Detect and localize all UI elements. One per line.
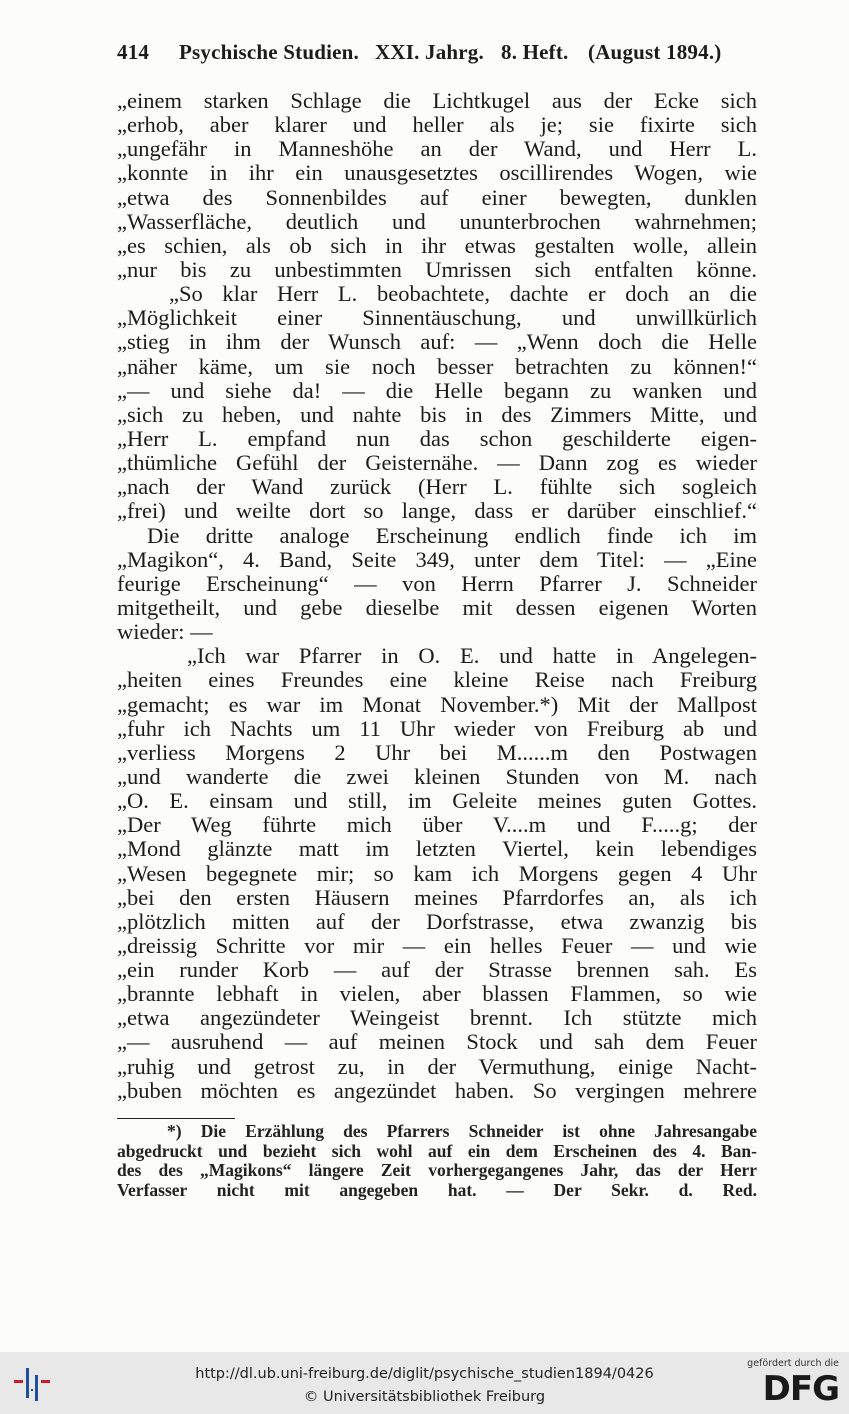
text-line: „— und siehe da! — die Helle begann zu wanken und xyxy=(117,378,757,403)
text-line: „brannte lebhaft in vielen, aber blassen Flammen, so wie xyxy=(117,982,757,1007)
text-line: „etwa angezündeter Weingeist brennt. Ich stützte mich xyxy=(117,1006,757,1031)
text-line: „verliess Morgens 2 Uhr bei M......m den Postwagen xyxy=(117,740,757,765)
dfg-caption: gefördert durch die xyxy=(747,1358,839,1369)
text-line: „frei) und weilte dort so lange, dass er darüber einschlief.“ xyxy=(117,499,757,524)
text-line: „fuhr ich Nachts um 11 Uhr wieder von Freiburg ab und xyxy=(117,716,757,741)
footnote-divider xyxy=(117,1118,235,1119)
text-line: „gemacht; es war im Monat November.*) Mit der Mallpost xyxy=(117,692,757,717)
text-line: „einem starken Schlage die Lichtkugel aus der Ecke sich xyxy=(117,89,757,113)
text-line: „stieg in ihm der Wunsch auf: — „Wenn doch die Helle xyxy=(117,330,757,355)
body-text xyxy=(117,89,757,1103)
running-header xyxy=(117,40,757,70)
text-line: „thümliche Gefühl der Geisternähe. — Dann zog es wieder xyxy=(117,451,757,476)
text-line: „So klar Herr L. beobachtete, dachte er doch an die xyxy=(169,282,757,307)
footnote-line: *) Die Erzählung des Pfarrers Schneider ist ohne Jahresangabe xyxy=(167,1122,757,1141)
text-line: „und wanderte die zwei kleinen Stunden von M. nach xyxy=(117,764,757,789)
text-line: „Ich war Pfarrer in O. E. und hatte in Angelegen- xyxy=(187,644,757,669)
text-line: „sich zu heben, und nahte bis in des Zimmers Mitte, und xyxy=(117,402,757,427)
dfg-logo: DFG xyxy=(762,1369,839,1409)
footnote xyxy=(117,1122,757,1200)
text-line: „buben möchten es angezündet haben. So vergingen mehrere xyxy=(117,1078,757,1103)
text-line: „Magikon“, 4. Band, Seite 349, unter dem Titel: — „Eine xyxy=(117,547,757,572)
footnote-line: abgedruckt und bezieht sich wohl auf ein dem Erscheinen des 4. Ban- xyxy=(117,1141,757,1161)
issue-number: 8. Heft. xyxy=(501,40,569,64)
text-line: Die dritte analoge Erscheinung endlich finde ich im xyxy=(147,523,757,548)
footnote-line: des des „Magikons“ längere Zeit vorhergegangenes Jahr, das der Herr xyxy=(117,1161,757,1180)
text-line: „näher käme, um sie noch besser betrachten zu können!“ xyxy=(117,354,757,379)
text-line: wieder: — xyxy=(117,620,213,645)
text-line: „etwa des Sonnenbildes auf einer bewegten, dunklen xyxy=(117,185,757,210)
dfg-funding-badge xyxy=(749,1358,839,1410)
text-line: feurige Erscheinung“ — von Herrn Pfarrer J. Schneider xyxy=(117,571,757,596)
text-line: „plötzlich mitten auf der Dorfstrasse, etwa zwanzig bis xyxy=(117,909,757,934)
journal-title: Psychische Studien. xyxy=(179,40,359,64)
text-line: „es schien, als ob sich in ihr etwas gestalten wolle, allein xyxy=(117,233,757,258)
footnote-line: Verfasser nicht mit angegeben hat. — Der Sekr. d. Red. xyxy=(117,1180,757,1200)
page-number: 414 xyxy=(117,40,150,64)
text-line: „ein runder Korb — auf der Strasse brennen sah. Es xyxy=(117,958,757,983)
text-line: „heiten eines Freundes eine kleine Reise nach Freiburg xyxy=(117,668,757,693)
text-line: „O. E. einsam und still, im Geleite meines guten Gottes. xyxy=(117,789,757,814)
text-line: „erhob, aber klarer und heller als je; sie fixirte sich xyxy=(117,113,757,138)
text-line: „konnte in ihr ein unausgesetztes oscillirendes Wogen, wie xyxy=(117,161,757,186)
citation-bar xyxy=(0,1352,849,1414)
text-line: „— ausruhend — auf meinen Stock und sah dem Feuer xyxy=(117,1030,757,1055)
text-line: „Mond glänzte matt im letzten Viertel, kein lebendiges xyxy=(117,837,757,862)
copyright-notice: © Universitätsbibliothek Freiburg xyxy=(303,1389,546,1405)
text-line: „Wasserfläche, deutlich und ununterbrochen wahrnehmen; xyxy=(117,209,757,234)
text-line: mitgetheilt, und gebe dieselbe mit dessen eigenen Worten xyxy=(117,595,757,620)
permalink-url[interactable]: http://dl.ub.uni-freiburg.de/diglit/psychische_studien1894/0426 xyxy=(195,1366,654,1382)
text-line: „Möglichkeit einer Sinnentäuschung, und unwillkürlich xyxy=(117,306,757,331)
text-line: „Der Weg führte mich über V....m und F.....g; der xyxy=(117,813,757,838)
text-line: „nur bis zu unbestimmten Umrissen sich entfalten könne. xyxy=(117,257,757,282)
text-line: „bei den ersten Häusern meines Pfarrdorfes an, als ich xyxy=(117,885,757,910)
journal-year: XXI. Jahrg. xyxy=(375,40,484,64)
text-line: „nach der Wand zurück (Herr L. fühlte sich sogleich xyxy=(117,475,757,500)
text-line: „Herr L. empfand nun das schon geschilderte eigen- xyxy=(117,426,757,451)
text-line: „ruhig und getrost zu, in der Vermuthung, einige Nacht- xyxy=(117,1054,757,1079)
text-line: „Wesen begegnete mir; so kam ich Morgens gegen 4 Uhr xyxy=(117,861,757,886)
text-line: „dreissig Schritte vor mir — ein helles Feuer — und wie xyxy=(117,933,757,958)
issue-date: (August 1894.) xyxy=(588,40,722,64)
text-line: „ungefähr in Manneshöhe an der Wand, und Herr L. xyxy=(117,137,757,162)
